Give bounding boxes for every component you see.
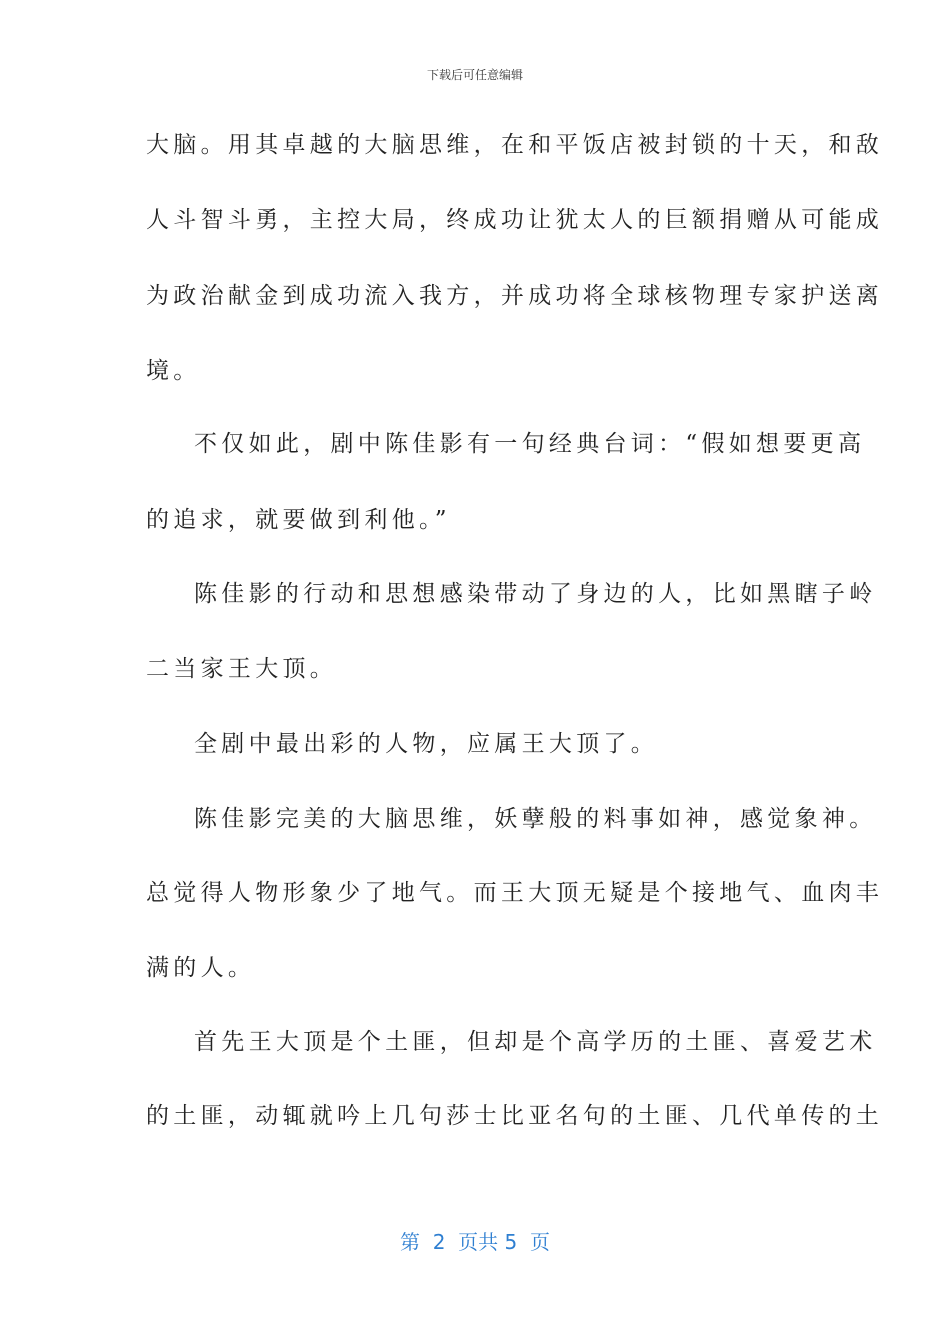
body-line: 满的人。 <box>146 955 256 981</box>
body-line: 的土匪，动辄就吟上几句莎士比亚名句的土匪、几代单传的土 <box>146 1103 884 1129</box>
page-number-footer: 第 2 页共 5 页 <box>400 1230 550 1254</box>
body-line: 陈佳影的行动和思想感染带动了身边的人，比如黑瞎子岭 <box>194 581 877 607</box>
body-line: 人斗智斗勇，主控大局，终成功让犹太人的巨额捐赠从可能成 <box>146 207 884 233</box>
body-line: 境。 <box>146 358 201 384</box>
body-line: 全剧中最出彩的人物，应属王大顶了。 <box>194 731 659 757</box>
page-header: 下载后可任意编辑 <box>426 68 523 82</box>
body-line: 为政治献金到成功流入我方，并成功将全球核物理专家护送离 <box>146 283 884 309</box>
body-line: 总觉得人物形象少了地气。而王大顶无疑是个接地气、血肉丰 <box>146 880 884 906</box>
body-line: 陈佳影完美的大脑思维，妖孽般的料事如神，感觉象神。 <box>194 806 877 832</box>
body-line: 不仅如此，剧中陈佳影有一句经典台词：“假如想要更高 <box>194 431 866 457</box>
body-line: 大脑。用其卓越的大脑思维，在和平饭店被封锁的十天，和敌 <box>146 132 884 158</box>
body-line: 首先王大顶是个土匪，但却是个高学历的土匪、喜爱艺术 <box>194 1029 877 1055</box>
body-line: 的追求，就要做到利他。” <box>146 507 451 533</box>
body-line: 二当家王大顶。 <box>146 656 338 682</box>
